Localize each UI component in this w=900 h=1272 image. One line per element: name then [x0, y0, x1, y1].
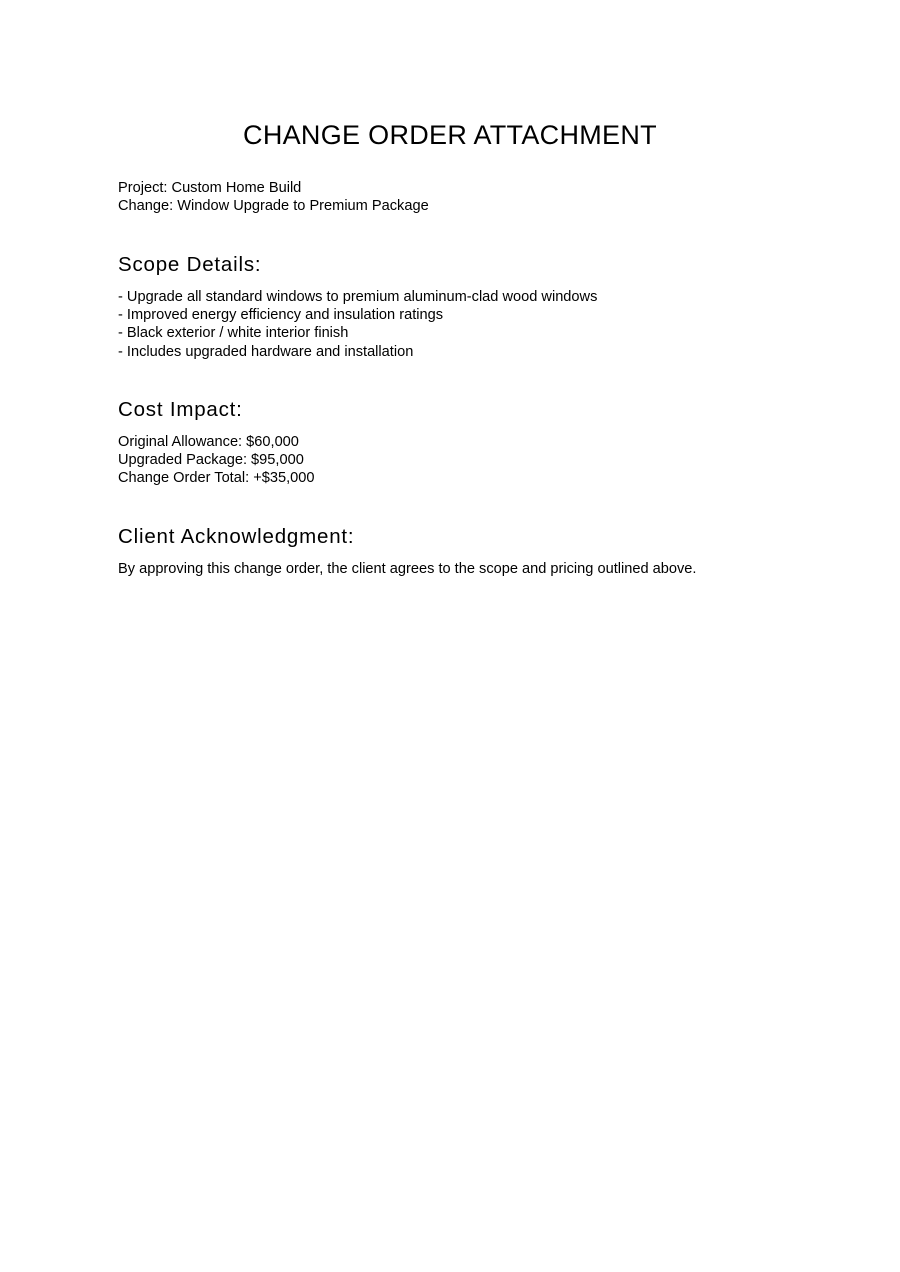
cost-heading: Cost Impact: [118, 398, 243, 421]
document-title: CHANGE ORDER ATTACHMENT [243, 120, 657, 150]
cost-list [118, 433, 818, 488]
project-line: Project: Custom Home Build [118, 180, 302, 196]
upgraded-package: Upgraded Package: $95,000 [118, 452, 304, 469]
scope-item: - Improved energy efficiency and insulation ratings [118, 307, 444, 324]
change-order-total: Change Order Total: +$35,000 [118, 470, 315, 487]
project-info [118, 179, 818, 215]
scope-item: - Includes upgraded hardware and installation [118, 343, 414, 360]
scope-heading: Scope Details: [118, 253, 262, 276]
original-allowance: Original Allowance: $60,000 [118, 434, 299, 450]
acknowledgment-heading: Client Acknowledgment: [118, 525, 355, 548]
scope-item: - Upgrade all standard windows to premium aluminum-clad wood windows [118, 289, 598, 305]
scope-list [118, 288, 818, 361]
scope-item: - Black exterior / white interior finish [118, 325, 349, 342]
acknowledgment-body [118, 560, 818, 578]
change-line: Change: Window Upgrade to Premium Package [118, 198, 429, 215]
acknowledgment-text: By approving this change order, the client agrees to the scope and pricing outlined above. [118, 561, 697, 577]
